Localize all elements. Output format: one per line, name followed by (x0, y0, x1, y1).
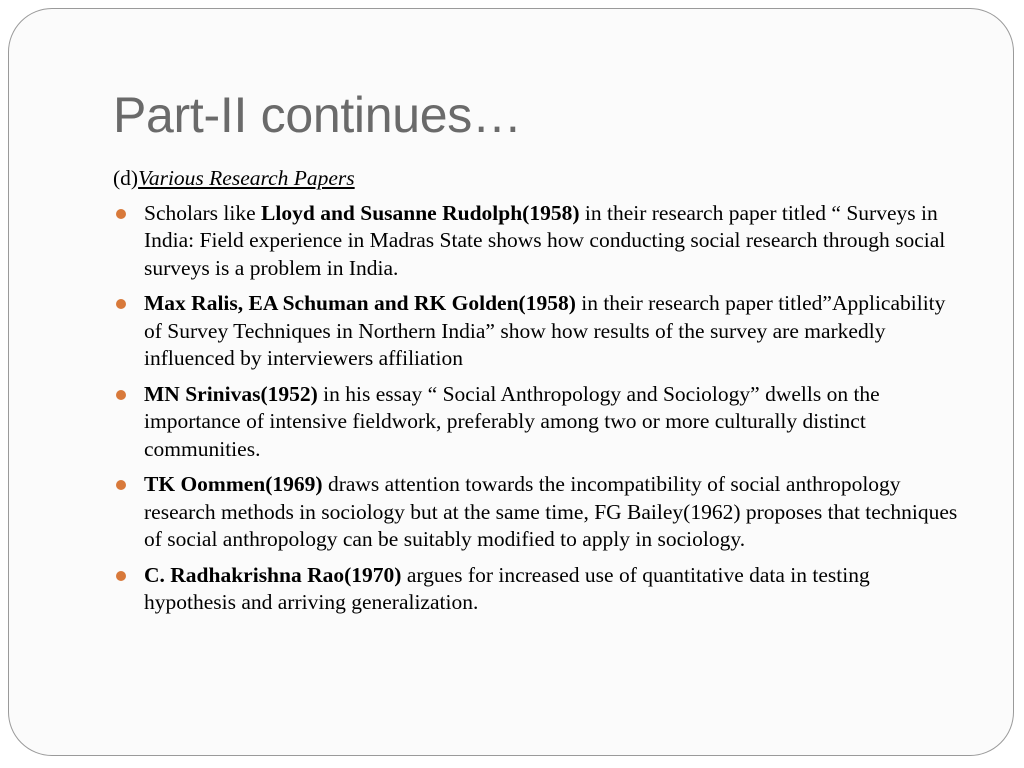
subheading (113, 165, 963, 193)
bullet-dot-icon (116, 390, 126, 400)
bullet-dot-icon (116, 299, 126, 309)
list-item (113, 471, 963, 554)
list-item (113, 290, 963, 373)
item-text: draws attention towards the incompatibility of social anthropology research methods in sociology but at the same time, FG Bailey(1962) proposes that techniques of social anthropology can be suitably modified to apply in sociology. (144, 472, 958, 551)
list-item (113, 381, 963, 464)
item-author: Max Ralis, EA Schuman and RK Golden(1958) (144, 291, 576, 315)
item-pre: Scholars like (144, 200, 262, 225)
item-author: TK Oommen(1969) (144, 472, 323, 496)
bullet-dot-icon (116, 571, 126, 581)
bullet-list (113, 200, 963, 617)
list-item (113, 562, 963, 617)
bullet-dot-icon (116, 209, 126, 219)
item-author: MN Srinivas(1952) (144, 381, 318, 406)
subheading-prefix: (d) (113, 166, 139, 190)
item-text: in their research paper titled”Applicability of Survey Techniques in Northern India” show how results of the survey are markedly influenced by interviewers affiliation (144, 291, 946, 370)
slide-body (113, 165, 963, 625)
item-text: argues for increased use of quantitative data in testing hypothesis and arriving generalization. (144, 562, 870, 614)
item-author: C. Radhakrishna Rao(1970) (144, 562, 402, 587)
slide-title: Part-II continues… (113, 87, 522, 143)
item-author: Lloyd and Susanne Rudolph(1958) (261, 200, 580, 225)
subheading-text: Various Research Papers (138, 166, 355, 190)
item-text: in their research paper titled “ Surveys in India: Field experience in Madras State shows how conducting social research through social surveys is a problem in India. (144, 200, 946, 280)
bullet-dot-icon (116, 480, 126, 490)
list-item (113, 200, 963, 283)
item-text: in his essay “ Social Anthropology and Sociology” dwells on the importance of intensive fieldwork, preferably among two or more culturally distinct communities. (144, 381, 880, 461)
